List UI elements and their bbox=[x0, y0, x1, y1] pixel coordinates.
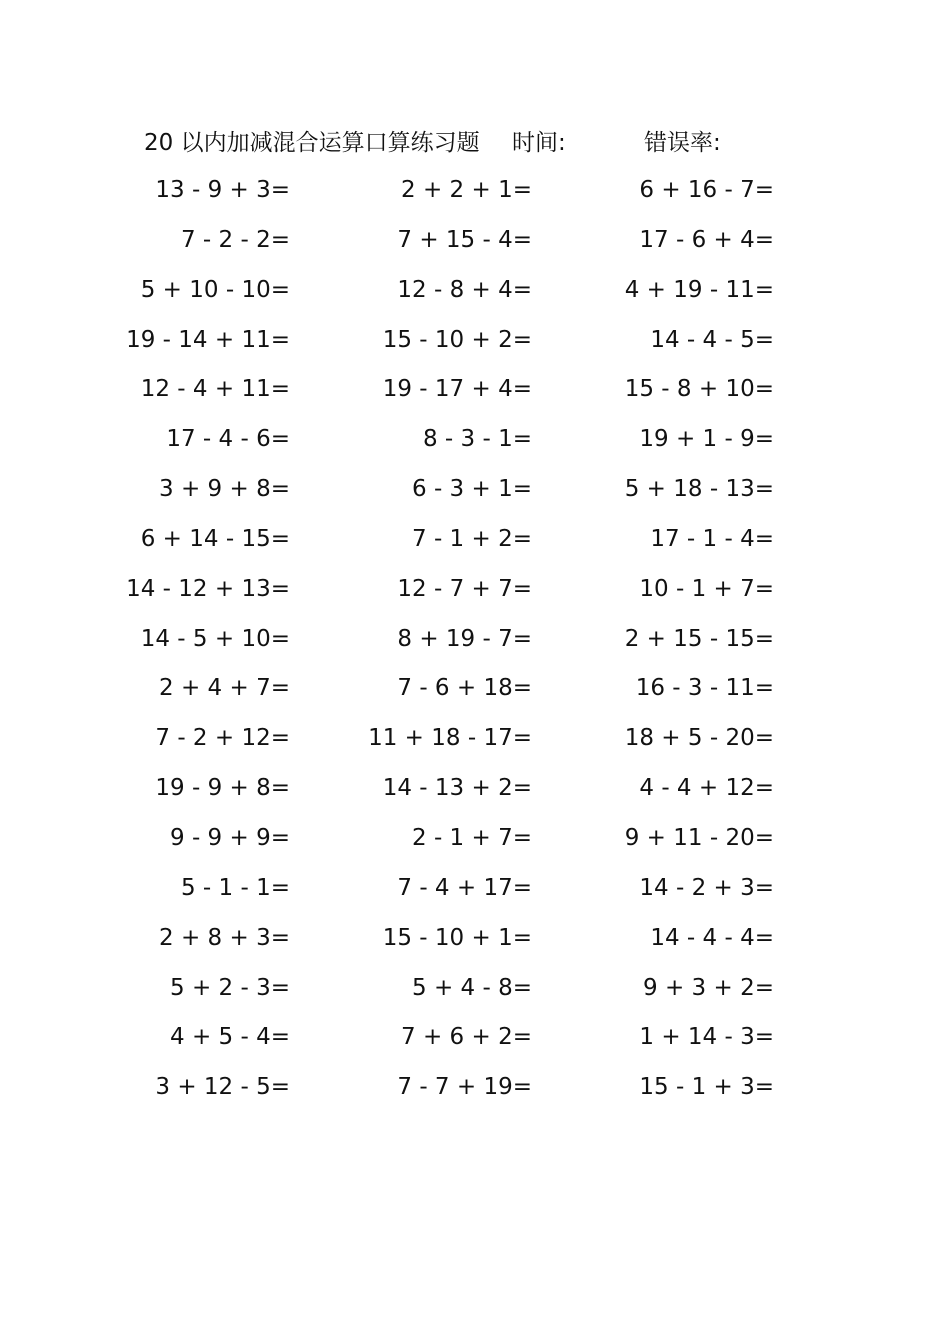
problem-row bbox=[0, 764, 950, 814]
math-problem: 15 - 10 + 2= bbox=[382, 326, 532, 353]
math-problem: 2 - 1 + 7= bbox=[412, 824, 532, 851]
math-problem: 5 + 10 - 10= bbox=[140, 276, 290, 303]
problem-grid bbox=[0, 166, 950, 1113]
math-problem: 9 + 11 - 20= bbox=[624, 824, 774, 851]
problem-row bbox=[0, 664, 950, 714]
math-problem: 19 - 14 + 11= bbox=[126, 326, 290, 353]
problem-row bbox=[0, 465, 950, 515]
math-problem: 2 + 2 + 1= bbox=[401, 177, 532, 203]
problem-row bbox=[0, 1013, 950, 1063]
math-problem: 15 - 8 + 10= bbox=[624, 376, 774, 403]
problem-row bbox=[0, 864, 950, 914]
math-problem: 17 - 1 - 4= bbox=[650, 525, 774, 552]
problem-row bbox=[0, 814, 950, 864]
math-problem: 3 + 12 - 5= bbox=[155, 1074, 290, 1101]
math-problem: 14 - 4 - 5= bbox=[650, 326, 774, 353]
math-problem: 7 + 6 + 2= bbox=[401, 1024, 532, 1051]
problem-row bbox=[0, 615, 950, 665]
problem-row bbox=[0, 266, 950, 316]
math-problem: 14 - 4 - 4= bbox=[650, 924, 774, 951]
worksheet-title: 20 以内加减混合运算口算练习题 bbox=[144, 130, 480, 156]
math-problem: 16 - 3 - 11= bbox=[635, 675, 774, 702]
math-problem: 7 - 2 + 12= bbox=[155, 725, 290, 752]
math-problem: 10 - 1 + 7= bbox=[639, 575, 774, 602]
math-problem: 9 + 3 + 2= bbox=[643, 974, 774, 1001]
problem-row bbox=[0, 914, 950, 964]
math-problem: 6 - 3 + 1= bbox=[412, 476, 532, 503]
math-problem: 18 + 5 - 20= bbox=[624, 725, 774, 752]
math-problem: 3 + 9 + 8= bbox=[159, 476, 290, 503]
math-problem: 14 - 5 + 10= bbox=[140, 625, 290, 652]
math-problem: 19 - 9 + 8= bbox=[155, 775, 290, 802]
math-problem: 11 + 18 - 17= bbox=[368, 725, 532, 752]
math-problem: 14 - 13 + 2= bbox=[382, 775, 532, 802]
math-problem: 5 + 4 - 8= bbox=[412, 974, 532, 1001]
math-problem: 17 - 6 + 4= bbox=[639, 226, 774, 253]
math-problem: 13 - 9 + 3= bbox=[155, 177, 290, 203]
math-problem: 7 - 6 + 18= bbox=[397, 675, 532, 702]
math-problem: 8 - 3 - 1= bbox=[422, 426, 532, 453]
math-problem: 14 - 2 + 3= bbox=[639, 874, 774, 901]
math-problem: 7 - 2 - 2= bbox=[180, 226, 290, 253]
math-problem: 1 + 14 - 3= bbox=[639, 1024, 774, 1051]
math-problem: 9 - 9 + 9= bbox=[170, 824, 290, 851]
math-problem: 5 + 18 - 13= bbox=[624, 476, 774, 503]
math-problem: 4 + 5 - 4= bbox=[170, 1024, 290, 1051]
problem-row bbox=[0, 714, 950, 764]
problem-row bbox=[0, 216, 950, 266]
math-problem: 6 + 14 - 15= bbox=[140, 525, 290, 552]
math-problem: 15 - 10 + 1= bbox=[382, 924, 532, 951]
problem-row bbox=[0, 415, 950, 465]
math-problem: 6 + 16 - 7= bbox=[639, 177, 774, 203]
math-problem: 7 - 4 + 17= bbox=[397, 874, 532, 901]
math-problem: 2 + 15 - 15= bbox=[624, 625, 774, 652]
math-problem: 2 + 4 + 7= bbox=[159, 675, 290, 702]
problem-row bbox=[0, 365, 950, 415]
math-problem: 4 - 4 + 12= bbox=[639, 775, 774, 802]
math-problem: 4 + 19 - 11= bbox=[624, 276, 774, 303]
math-problem: 12 - 8 + 4= bbox=[397, 276, 532, 303]
math-problem: 17 - 4 - 6= bbox=[166, 426, 290, 453]
math-problem: 7 + 15 - 4= bbox=[397, 226, 532, 253]
math-problem: 7 - 1 + 2= bbox=[412, 525, 532, 552]
time-label: 时间: bbox=[512, 130, 566, 156]
math-problem: 14 - 12 + 13= bbox=[126, 575, 290, 602]
math-problem: 2 + 8 + 3= bbox=[159, 924, 290, 951]
math-problem: 7 - 7 + 19= bbox=[397, 1074, 532, 1101]
math-problem: 19 + 1 - 9= bbox=[639, 426, 774, 453]
problem-row bbox=[0, 166, 950, 216]
math-problem: 12 - 4 + 11= bbox=[140, 376, 290, 403]
problem-row bbox=[0, 964, 950, 1014]
math-problem: 5 + 2 - 3= bbox=[170, 974, 290, 1001]
problem-row bbox=[0, 316, 950, 366]
math-problem: 15 - 1 + 3= bbox=[639, 1074, 774, 1101]
problem-row bbox=[0, 515, 950, 565]
worksheet-header bbox=[144, 124, 844, 162]
math-problem: 19 - 17 + 4= bbox=[382, 376, 532, 403]
math-problem: 12 - 7 + 7= bbox=[397, 575, 532, 602]
math-problem: 5 - 1 - 1= bbox=[180, 874, 290, 901]
math-problem: 8 + 19 - 7= bbox=[397, 625, 532, 652]
error-rate-label: 错误率: bbox=[644, 130, 721, 156]
problem-row bbox=[0, 1063, 950, 1113]
problem-row bbox=[0, 565, 950, 615]
